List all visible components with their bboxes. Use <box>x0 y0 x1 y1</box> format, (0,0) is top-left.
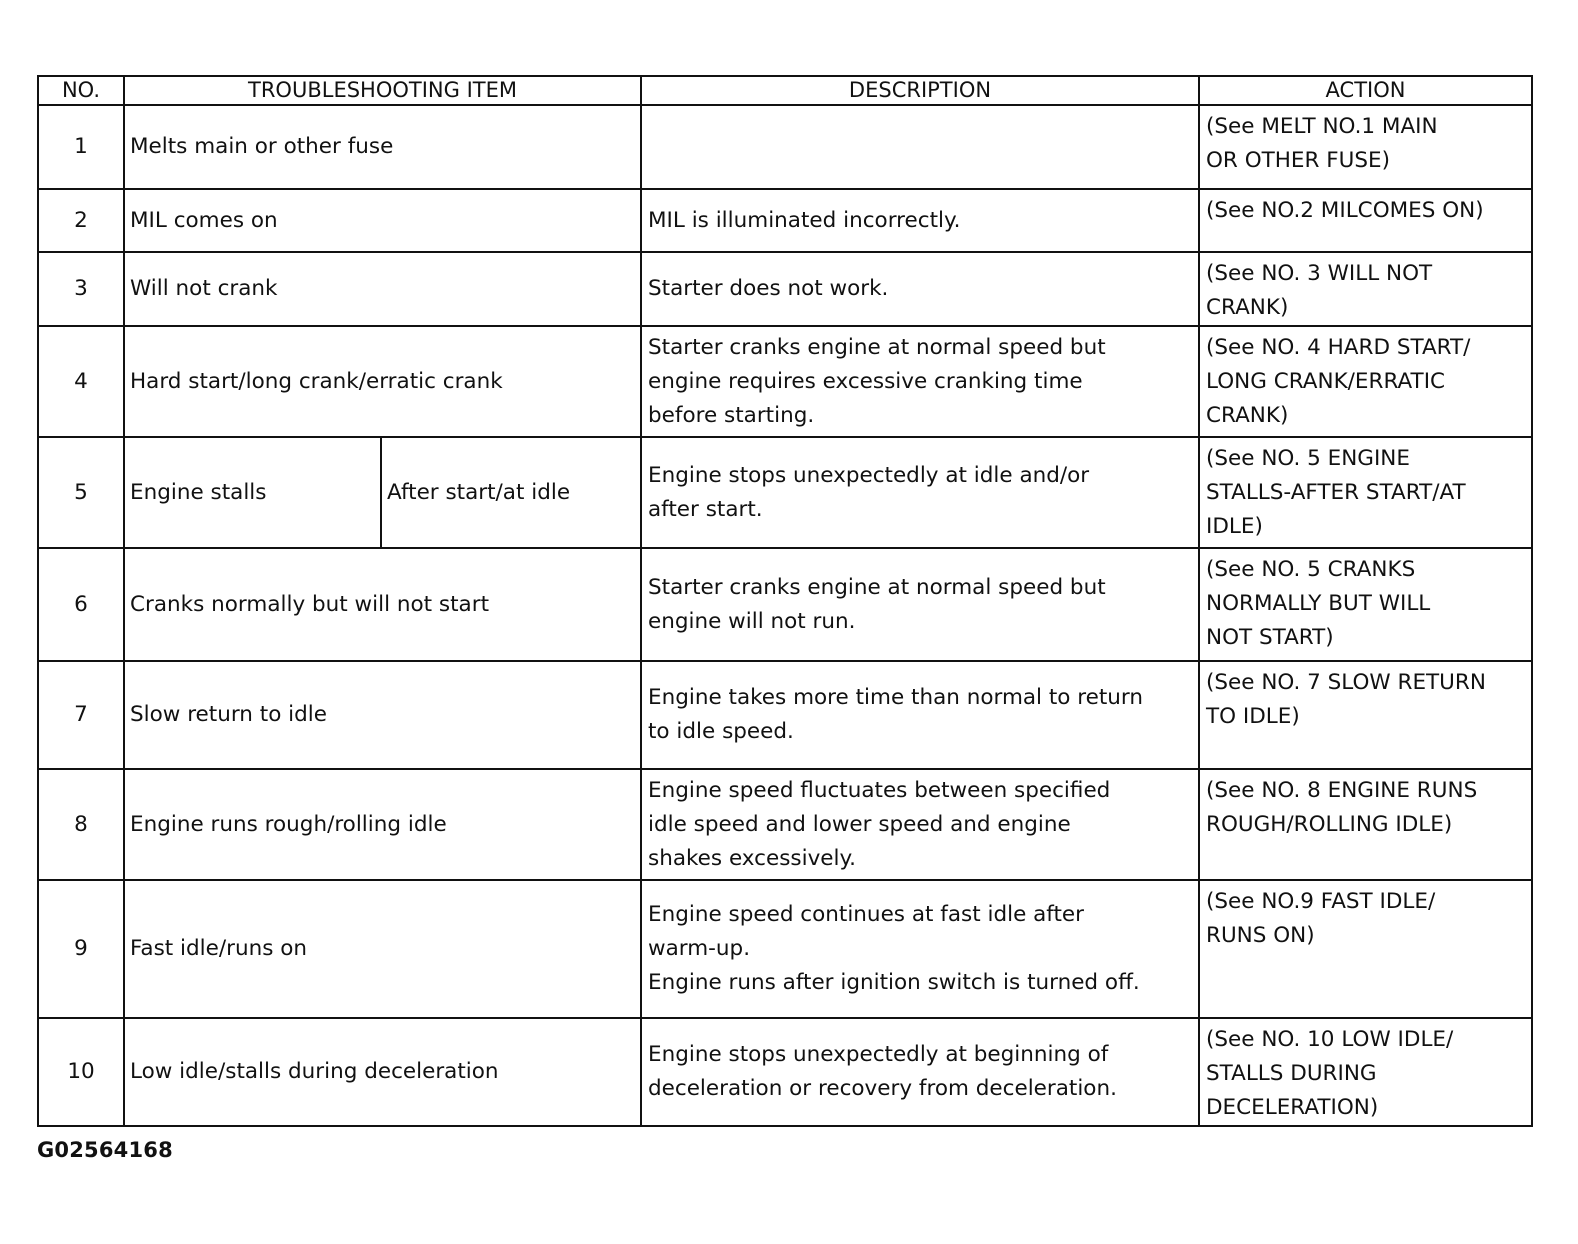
troubleshooting-item: Engine stalls <box>124 437 381 548</box>
troubleshooting-item: MIL comes on <box>124 189 641 252</box>
action-cell <box>1199 252 1532 326</box>
action-line: (See NO.9 FAST IDLE/ <box>1206 889 1436 914</box>
action-line: ROUGH/ROLLING IDLE) <box>1206 812 1453 837</box>
table-row <box>38 326 1532 437</box>
action-line: NORMALLY BUT WILL <box>1206 591 1431 616</box>
description-cell <box>641 1018 1199 1126</box>
action-line: (See NO. 5 CRANKS <box>1206 557 1416 582</box>
description-cell <box>641 661 1199 769</box>
action-line: OR OTHER FUSE) <box>1206 148 1390 173</box>
action-cell <box>1199 769 1532 880</box>
description-line: Engine stops unexpectedly at beginning of <box>648 1042 1109 1067</box>
action-line: (See NO. 10 LOW IDLE/ <box>1206 1027 1454 1052</box>
row-number: 2 <box>38 189 124 252</box>
table-row <box>38 105 1532 189</box>
header-description: DESCRIPTION <box>641 76 1199 105</box>
description-line: to idle speed. <box>648 719 794 744</box>
troubleshooting-item: Slow return to idle <box>124 661 641 769</box>
description-line: engine will not run. <box>648 608 856 634</box>
troubleshooting-item: Cranks normally but will not start <box>124 548 641 661</box>
action-cell <box>1199 105 1532 189</box>
table-row <box>38 880 1532 1018</box>
action-line: CRANK) <box>1206 403 1289 428</box>
table-body <box>38 105 1532 1126</box>
description-cell <box>641 880 1199 1018</box>
description-line: shakes excessively. <box>648 845 856 871</box>
action-line: (See MELT NO.1 MAIN <box>1206 114 1438 139</box>
action-cell <box>1199 437 1532 548</box>
action-line: STALLS-AFTER START/AT <box>1206 480 1466 505</box>
row-number: 9 <box>38 880 124 1018</box>
description-cell <box>641 437 1199 548</box>
action-line: (See NO. 5 ENGINE <box>1206 446 1410 471</box>
row-number: 4 <box>38 326 124 437</box>
action-line: RUNS ON) <box>1206 923 1315 948</box>
row-number: 8 <box>38 769 124 880</box>
troubleshooting-item: Will not crank <box>124 252 641 326</box>
troubleshooting-item: Fast idle/runs on <box>124 880 641 1018</box>
troubleshooting-item: Engine runs rough/rolling idle <box>124 769 641 880</box>
action-cell <box>1199 326 1532 437</box>
description-line: engine requires excessive cranking time <box>648 368 1083 394</box>
action-cell <box>1199 189 1532 252</box>
description-line: after start. <box>648 496 763 522</box>
description-cell <box>641 189 1199 252</box>
table-row <box>38 437 1532 548</box>
description-line: Engine speed fluctuates between specified <box>648 777 1111 803</box>
description-line: idle speed and lower speed and engine <box>648 811 1071 837</box>
description-cell <box>641 105 1199 189</box>
description-line: MIL is illuminated incorrectly. <box>648 207 961 233</box>
troubleshooting-item: Melts main or other fuse <box>124 105 641 189</box>
action-line: STALLS DURING <box>1206 1061 1377 1086</box>
action-cell <box>1199 1018 1532 1126</box>
table-row <box>38 548 1532 661</box>
description-line: Starter cranks engine at normal speed but <box>648 334 1106 360</box>
description-line: deceleration or recovery from deceleration. <box>648 1076 1117 1101</box>
header-no: NO. <box>38 76 124 105</box>
action-cell <box>1199 548 1532 661</box>
table-row <box>38 252 1532 326</box>
description-line: Engine stops unexpectedly at idle and/or <box>648 462 1090 488</box>
description-line: Engine runs after ignition switch is turned off. <box>648 970 1140 995</box>
header-troubleshooting-item: TROUBLESHOOTING ITEM <box>124 76 641 105</box>
description-cell <box>641 326 1199 437</box>
description-cell <box>641 252 1199 326</box>
troubleshooting-table <box>37 75 1533 1127</box>
description-line: Engine takes more time than normal to return <box>648 685 1144 710</box>
action-line: (See NO. 8 ENGINE RUNS <box>1206 778 1478 803</box>
figure-id: G02564168 <box>37 1138 173 1162</box>
action-cell <box>1199 880 1532 1018</box>
action-line: (See NO. 3 WILL NOT <box>1206 261 1433 286</box>
row-number: 7 <box>38 661 124 769</box>
action-line: DECELERATION) <box>1206 1095 1379 1120</box>
row-number: 5 <box>38 437 124 548</box>
action-line: CRANK) <box>1206 295 1289 320</box>
header-action: ACTION <box>1199 76 1532 105</box>
description-line: warm-up. <box>648 936 751 961</box>
action-line: (See NO. 7 SLOW RETURN <box>1206 670 1486 695</box>
description-line: before starting. <box>648 402 815 428</box>
table-row <box>38 1018 1532 1126</box>
table-row <box>38 769 1532 880</box>
row-number: 10 <box>38 1018 124 1126</box>
description-line: Starter cranks engine at normal speed but <box>648 574 1106 600</box>
row-number: 1 <box>38 105 124 189</box>
troubleshooting-subitem: After start/at idle <box>381 437 641 548</box>
description-line: Starter does not work. <box>648 276 889 301</box>
description-cell <box>641 548 1199 661</box>
row-number: 3 <box>38 252 124 326</box>
troubleshooting-item: Hard start/long crank/erratic crank <box>124 326 641 437</box>
action-line: (See NO.2 MILCOMES ON) <box>1206 198 1484 223</box>
action-line: IDLE) <box>1206 514 1263 539</box>
description-line: Engine speed continues at fast idle after <box>648 902 1084 927</box>
action-line: (See NO. 4 HARD START/ <box>1206 335 1471 360</box>
action-line: TO IDLE) <box>1206 704 1300 729</box>
row-number: 6 <box>38 548 124 661</box>
action-line: NOT START) <box>1206 625 1334 650</box>
table-row <box>38 189 1532 252</box>
description-cell <box>641 769 1199 880</box>
action-cell <box>1199 661 1532 769</box>
table-header-row <box>38 76 1532 105</box>
table-row <box>38 661 1532 769</box>
troubleshooting-item: Low idle/stalls during deceleration <box>124 1018 641 1126</box>
action-line: LONG CRANK/ERRATIC <box>1206 369 1446 394</box>
